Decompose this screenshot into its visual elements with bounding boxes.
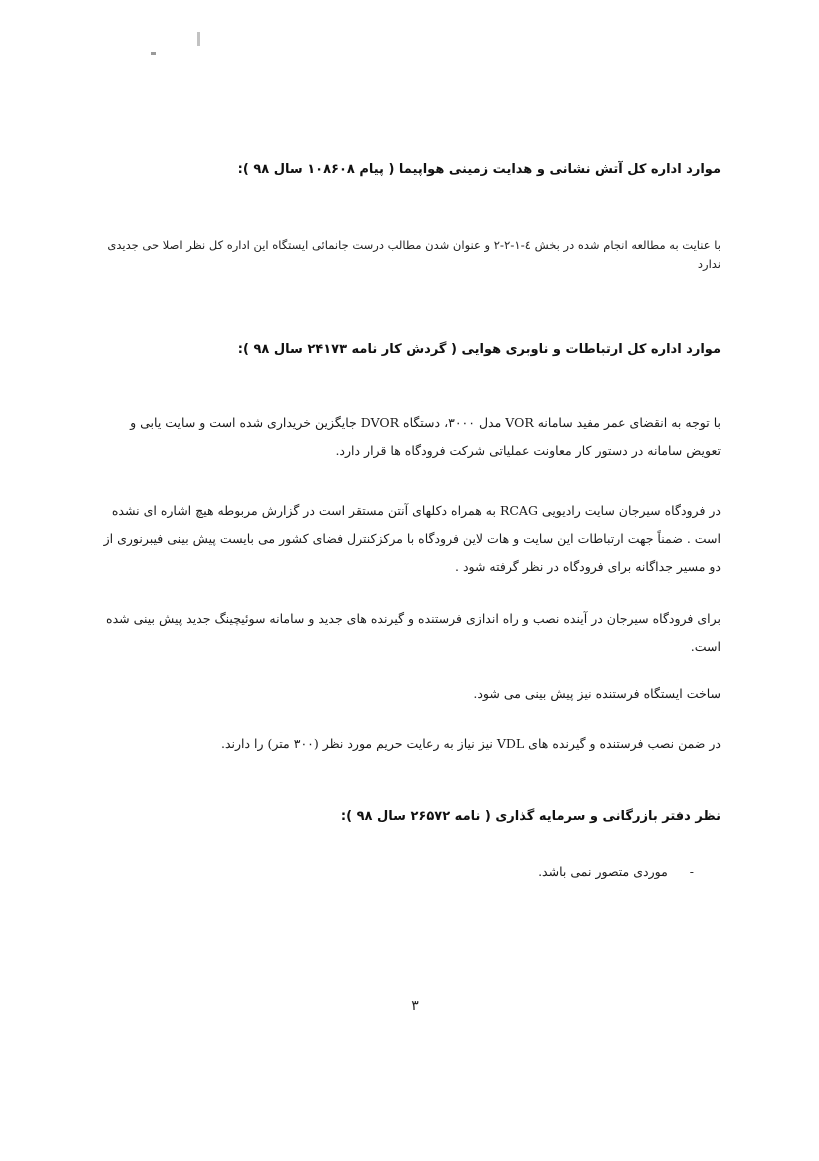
scan-mark: [197, 32, 200, 46]
section-heading-fire-department: موارد اداره کل آتش نشانی و هدایت زمینی هواپیما ( پیام ۱۰۸۶۰۸ سال ۹۸ ):: [237, 162, 721, 177]
scan-mark: [151, 52, 156, 55]
paragraph-vdl: در ضمن نصب فرستنده و گیرنده های VDL نیز نیاز به رعایت حریم مورد نظر (۳۰۰ متر) را دارند.: [220, 736, 721, 751]
paragraph-transmitter-station: ساخت ایستگاه فرستنده نیز پیش بینی می شود.: [473, 686, 721, 701]
page-number: ۳: [411, 998, 419, 1014]
section-heading-commerce-investment: نظر دفتر بازرگانی و سرمایه گذاری ( نامه ۲۶۵۷۲ سال ۹۸ ):: [340, 809, 721, 824]
paragraph-new-transmitters: برای فرودگاه سیرجان در آینده نصب و راه اندازی فرستنده و گیرنده های جدید و سامانه سوئیچینگ جدید پیش بینی شده است.: [106, 611, 721, 654]
bullet-dash: -: [689, 864, 694, 879]
section-heading-communications-navigation: موارد اداره کل ارتباطات و ناوبری هوایی ( گردش کار نامه ۲۴۱۷۳ سال ۹۸ ):: [237, 342, 721, 357]
bullet-item: [538, 858, 694, 886]
paragraph-vor-dvor: با توجه به انقضای عمر مفید سامانه VOR مدل ۳۰۰۰، دستگاه DVOR جایگزین خریداری شده است و سایت یابی و تعویض سامانه در دستور کار معاونت عملیاتی شرکت فرودگاه ها قرار دارد.: [130, 415, 721, 458]
bullet-text: موردی متصور نمی باشد.: [538, 864, 668, 879]
paragraph-fire-department: با عنایت به مطالعه انجام شده در بخش ٤-١-٢-٢ و عنوان شدن مطالب درست جانمائی ایستگاه این اداره کل نظر اصلا حی جدیدی ندارد: [107, 238, 721, 271]
paragraph-rcag-site: در فرودگاه سیرجان سایت رادیویی RCAG به همراه دکلهای آنتن مستقر است در گزارش مربوطه هیچ اشاره ای نشده است . ضمناً جهت ارتباطات این سایت و هات لاین فرودگاه با مرکزکنترل فضای کشور می بایست پیش بینی فیبرنوری از دو مسیر جداگانه برای فرودگاه در نظر گرفته شود .: [103, 503, 721, 574]
